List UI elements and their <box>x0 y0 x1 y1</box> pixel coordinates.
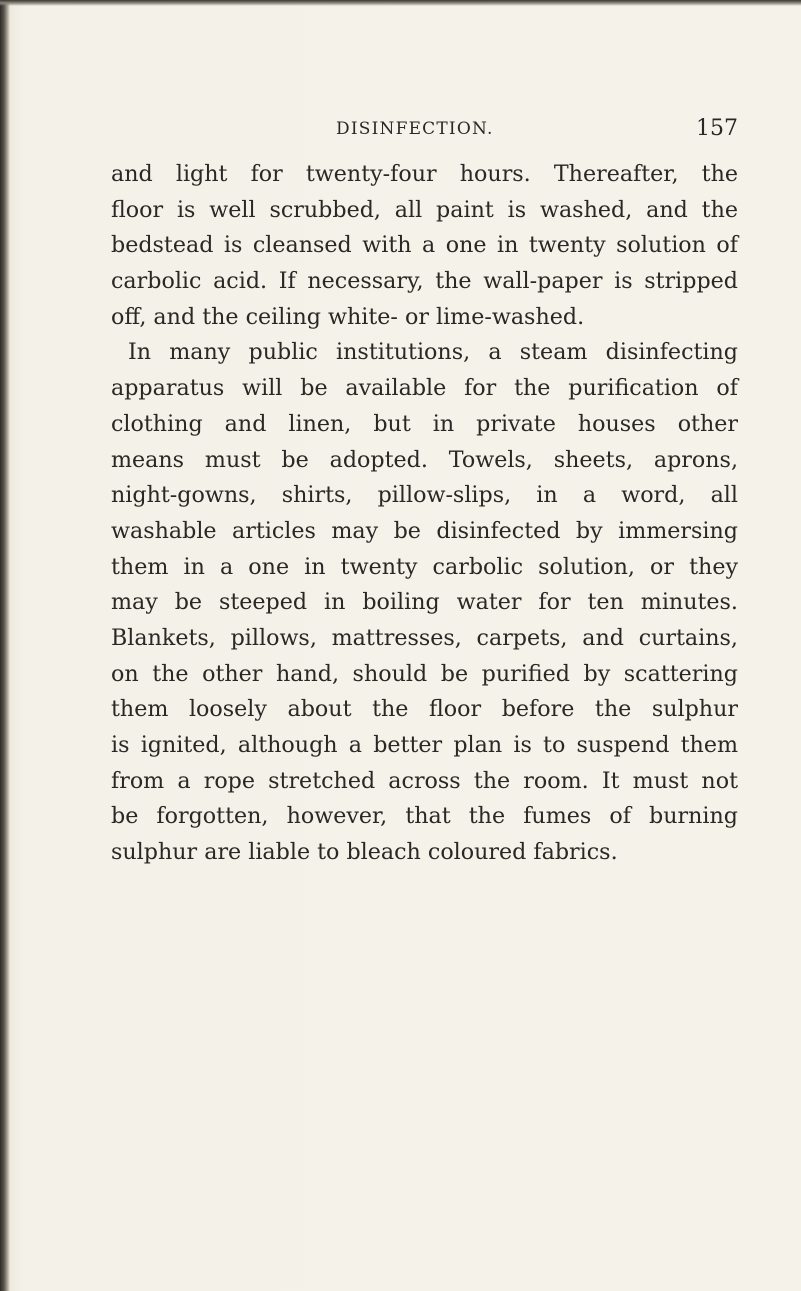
running-head <box>111 116 738 146</box>
text-line: may be steeped in boiling water for ten minutes. <box>111 589 738 616</box>
paragraph-start-line: In many public institutions, a steam disinfecting <box>128 339 738 366</box>
running-head-title: DISINFECTION. <box>336 119 494 139</box>
text-line: and light for twenty-four hours. Thereafter, the <box>111 161 738 187</box>
text-line: on the other hand, should be purified by scattering <box>111 660 738 687</box>
text-line: off, and the ceiling white- or lime-washed. <box>111 303 585 330</box>
text-line: Blankets, pillows, mattresses, carpets, and curtains, <box>111 624 738 651</box>
page-number: 157 <box>696 116 738 141</box>
text-line: bedstead is cleansed with a one in twenty solution of <box>111 232 738 259</box>
text-line: sulphur are liable to bleach coloured fabrics. <box>111 839 618 866</box>
text-line: be forgotten, however, that the fumes of burning <box>111 803 738 830</box>
text-line: night-gowns, shirts, pillow-slips, in a word, all <box>111 482 738 509</box>
text-line: carbolic acid. If necessary, the wall-paper is stripped <box>111 268 738 295</box>
body-text <box>111 157 738 871</box>
text-line: means must be adopted. Towels, sheets, aprons, <box>111 446 738 473</box>
text-line: apparatus will be available for the purification of <box>111 375 738 402</box>
page-top-edge <box>0 0 801 6</box>
text-line: floor is well scrubbed, all paint is washed, and the <box>111 196 738 223</box>
text-line: is ignited, although a better plan is to suspend them <box>111 732 738 758</box>
text-line: clothing and linen, but in private houses other <box>111 410 738 437</box>
text-line: them loosely about the floor before the sulphur <box>111 696 738 723</box>
book-binding-edge <box>0 0 10 1291</box>
text-line: from a rope stretched across the room. It must not <box>111 767 738 794</box>
text-line: them in a one in twenty carbolic solution, or they <box>111 553 738 580</box>
text-line: washable articles may be disinfected by immersing <box>111 517 738 544</box>
